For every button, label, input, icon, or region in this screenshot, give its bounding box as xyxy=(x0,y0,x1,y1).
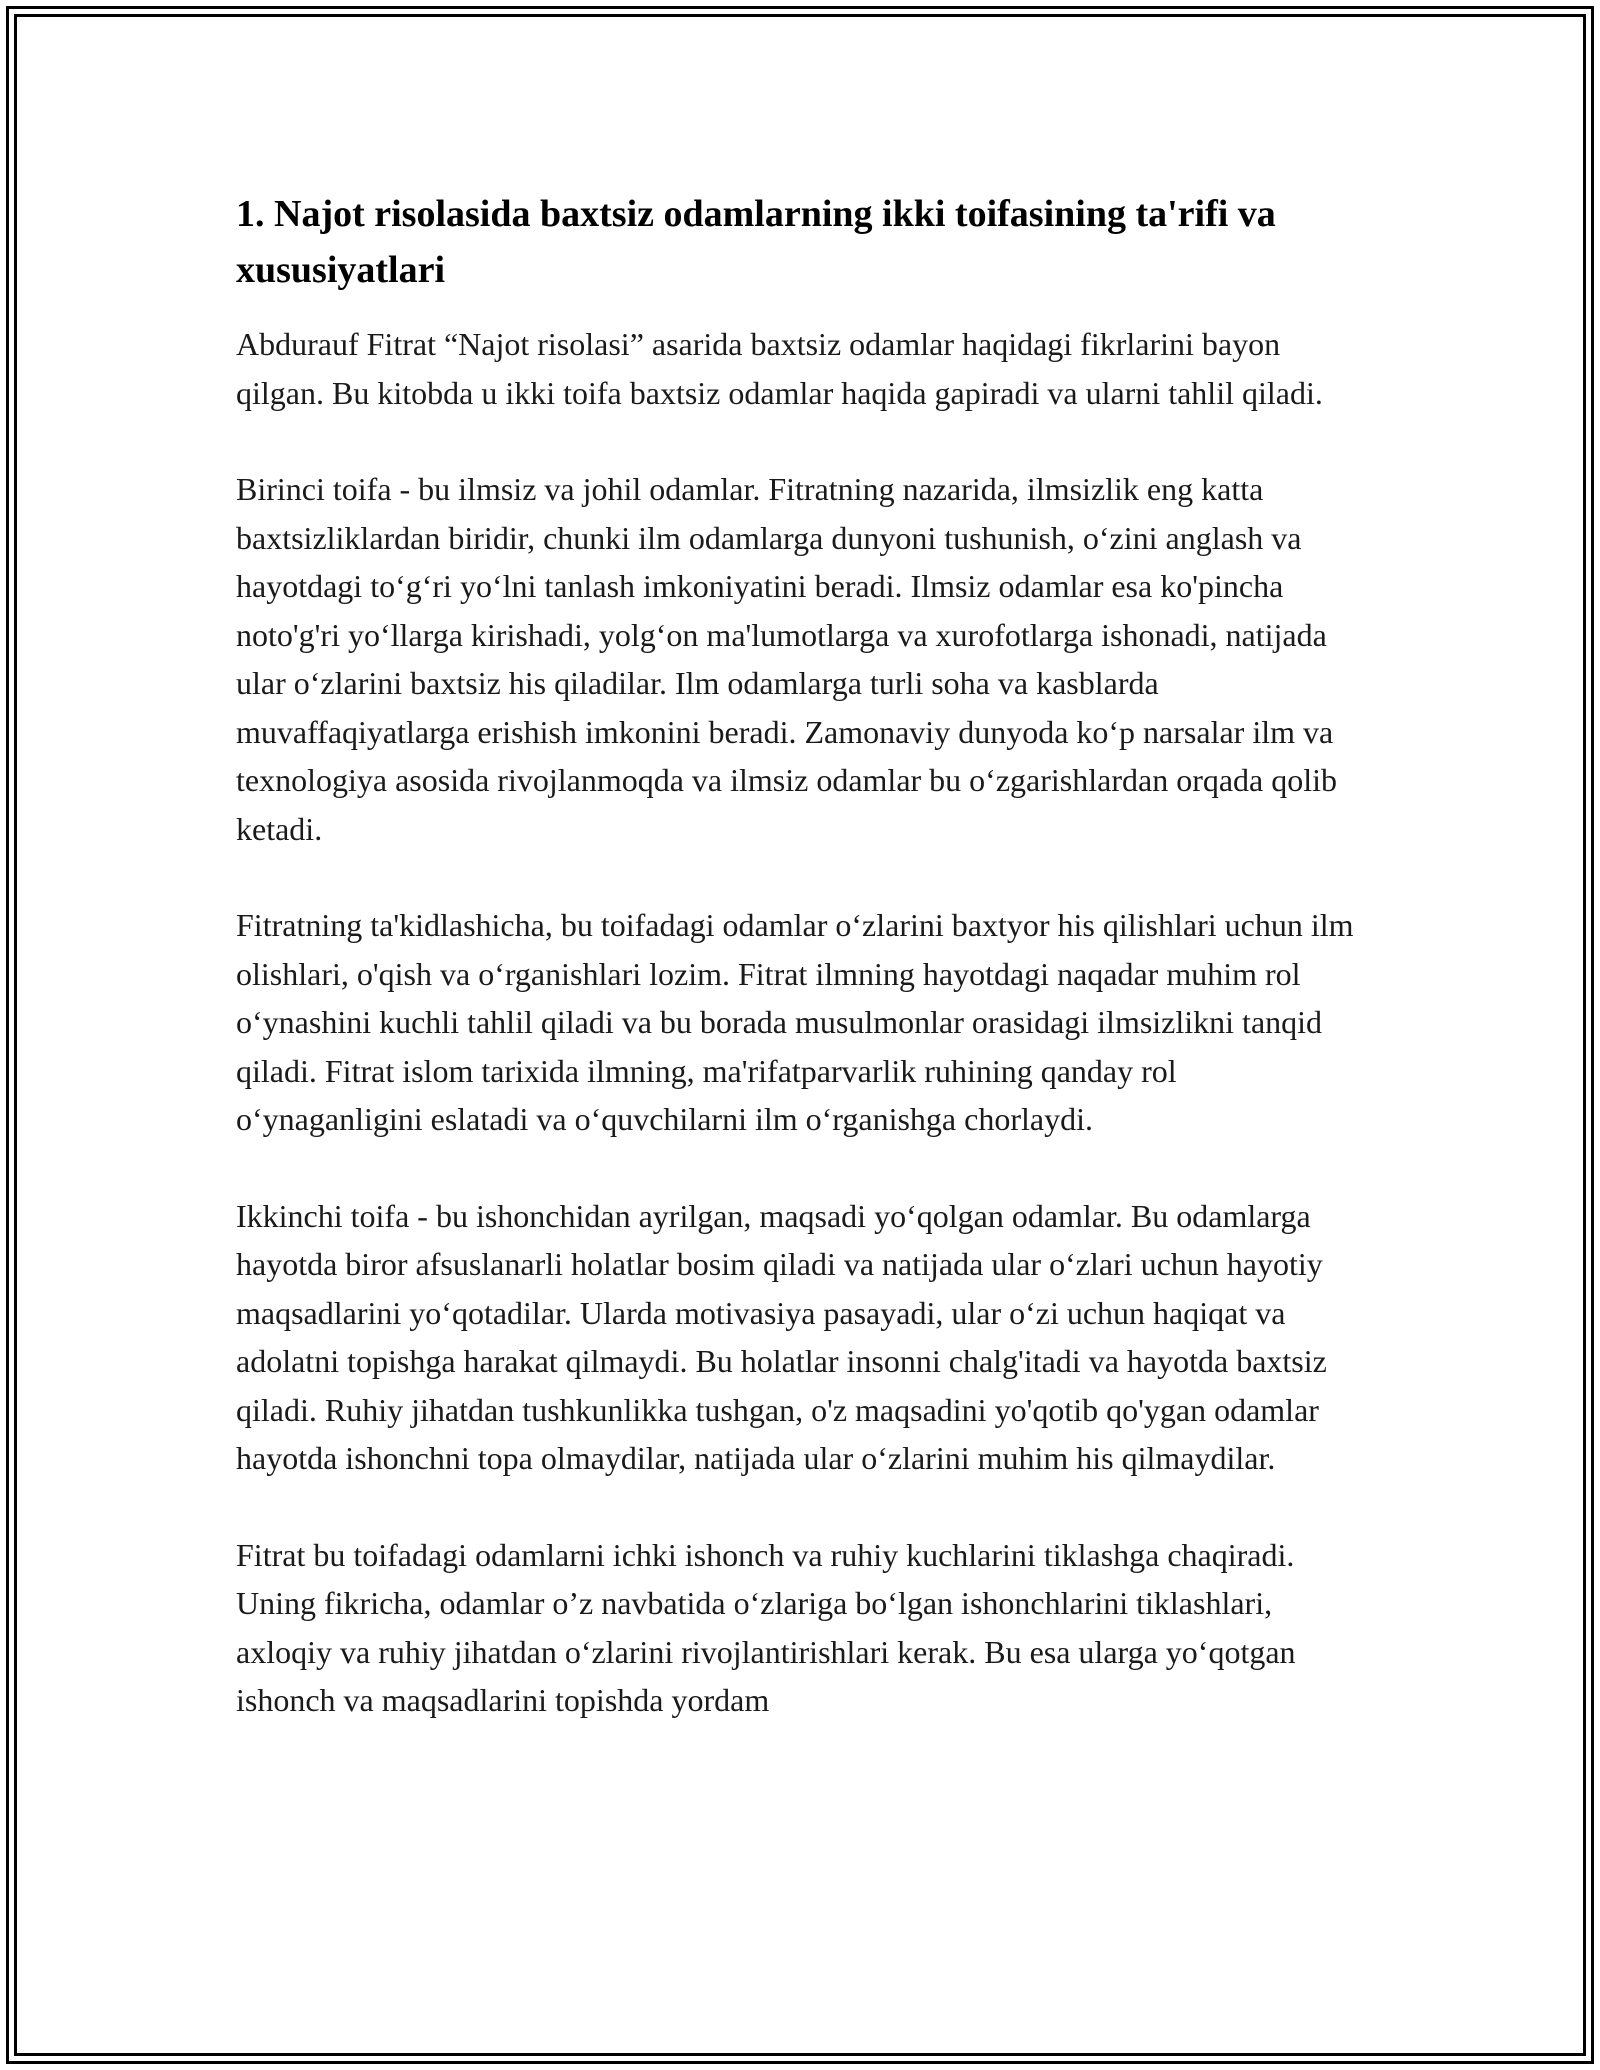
paragraph-first-group: Birinci toifa - bu ilmsiz va johil odamlar. Fitratning nazarida, ilmsizlik eng katta baxtsizliklardan biridir, chunki ilm odamlarga dunyoni tushunish, o‘zini anglash va hayotdagi to‘g‘ri yo‘lni tanlash imkoniyatini beradi. Ilmsiz odamlar esa ko'pincha noto'g'ri yo‘llarga kirishadi, yolg‘on ma'lumotlarga va xurofotlarga ishonadi, natijada ular o‘zlarini baxtsiz his qiladilar. Ilm odamlarga turli soha va kasblarda muvaffaqiyatlarga erishish imkonini beradi. Zamonaviy dunyoda ko‘p narsalar ilm va texnologiya asosida rivojlanmoqda va ilmsiz odamlar bu o‘zgarishlardan orqada qolib ketadi. xyxy=(236,471,1338,847)
paragraph-first-group-remedy: Fitratning ta'kidlashicha, bu toifadagi odamlar o‘zlarini baxtyor his qilishlari uchun ilm olishlari, o'qish va o‘rganishlari lozim. Fitrat ilmning hayotdagi naqadar muhim rol o‘ynashini kuchli tahlil qiladi va bu borada musulmonlar orasidagi ilmsizlikni tanqid qiladi. Fitrat islom tarixida ilmning, ma'rifatparvarlik ruhining qanday rol o‘ynaganligini eslatadi va o‘quvchilarni ilm o‘rganishga chorlaydi. xyxy=(236,907,1354,1137)
paragraph-second-group-remedy: Fitrat bu toifadagi odamlarni ichki ishonch va ruhiy kuchlarini tiklashga chaqiradi. Uning fikricha, odamlar o’z navbatida o‘zlariga bo‘lgan ishonchlarini tiklashlari, axloqiy va ruhiy jihatdan o‘zlarini rivojlantirishlari kerak. Bu esa ularga yo‘qotgan ishonch va maqsadlarini topishda yordam xyxy=(236,1536,1296,1718)
document-body xyxy=(236,186,1366,1725)
paragraph-intro: Abdurauf Fitrat “Najot risolasi” asarida baxtsiz odamlar haqidagi fikrlarini bayon qilgan. Bu kitobda u ikki toifa baxtsiz odamlar haqida gapiradi va ularni tahlil qiladi. xyxy=(236,326,1323,411)
paragraph-second-group: Ikkinchi toifa - bu ishonchidan ayrilgan, maqsadi yo‘qolgan odamlar. Bu odamlarga hayotda biror afsuslanarli holatlar bosim qiladi va natijada ular o‘zlari uchun hayotiy maqsadlarini yo‘qotadilar. Ularda motivasiya pasayadi, ular o‘zi uchun haqiqat va adolatni topishga harakat qilmaydi. Bu holatlar insonni chalg'itadi va hayotda baxtsiz qiladi. Ruhiy jihatdan tushkunlikka tushgan, o'z maqsadini yo'qotib qo'ygan odamlar hayotda ishonchni topa olmaydilar, natijada ular o‘zlarini muhim his qilmaydilar. xyxy=(236,1197,1327,1476)
document-title: 1. Najot risolasida baxtsiz odamlarning ikki toifasining ta'rifi va xususiyatlari xyxy=(236,193,1276,291)
